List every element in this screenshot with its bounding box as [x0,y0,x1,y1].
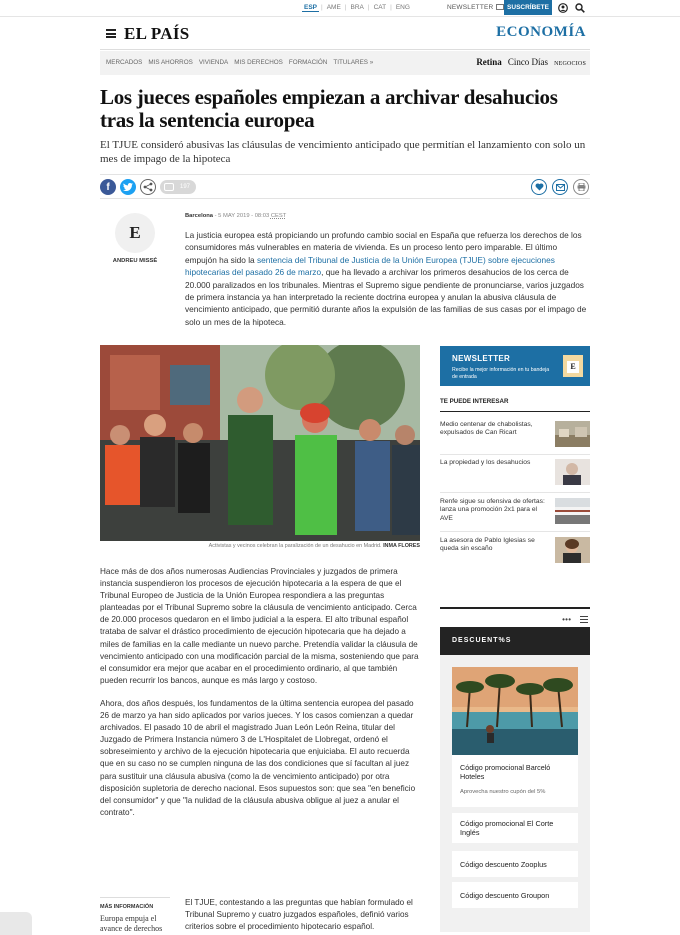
twitter-share-icon[interactable] [120,179,136,195]
related-item[interactable] [440,537,590,567]
subnav-mis-ahorros[interactable]: MIS AHORROS [148,59,193,66]
site-logo[interactable]: EL PAÍS [124,24,190,43]
more-info-box [100,897,170,934]
photo-caption [100,543,420,549]
discount-title: Código descuento Zooplus [460,859,547,869]
discount-card[interactable] [452,851,578,877]
article-lead [185,229,590,328]
newsletter-promo[interactable] [440,346,590,386]
subscribe-button[interactable]: SUSCRÍBETE [504,0,552,15]
print-icon[interactable] [573,179,589,195]
heart-icon[interactable] [531,179,547,195]
subnav-mis-derechos[interactable]: MIS DERECHOS [234,59,283,66]
more-info-label: MÁS INFORMACIÓN [100,904,154,910]
subnav-formacion[interactable]: FORMACIÓN [288,59,328,66]
masthead [100,18,590,50]
discount-card[interactable] [452,813,578,843]
facebook-share-icon[interactable]: f [100,179,116,195]
partner-cincodias-link[interactable]: Cinco Días [507,57,549,67]
discount-widget-toolbar [440,607,590,627]
user-icon[interactable] [558,3,568,13]
top-utility-bar [0,0,680,17]
subnav-mercados[interactable]: MERCADOS [106,59,143,66]
widget-menu-icon[interactable] [580,616,588,625]
related-item-title: La asesora de Pablo Iglesias se queda sin escaño [440,537,535,553]
edition-cat[interactable]: CAT [373,4,387,11]
photo-credit: INMA FLORES [383,543,420,549]
article-headline: Los jueces españoles empiezan a archivar desahucios tras la sentencia europea [100,85,558,132]
share-bar [100,174,590,199]
partner-retina-link[interactable]: Retina [476,57,502,67]
discount-title: Código promocional El Corte Inglés [460,819,554,837]
envelope-icon [563,355,583,377]
discount-card[interactable] [452,667,578,807]
article-date: - 5 MAY 2019 - 08:03 [213,213,271,219]
newsletter-link[interactable] [447,4,504,11]
comments-button[interactable] [160,180,196,194]
related-title: TE PUEDE INTERESAR [440,398,590,412]
related-thumbnail [555,537,590,563]
author-avatar[interactable]: E [115,213,155,253]
section-subnav [100,51,590,75]
related-thumbnail [555,459,590,485]
envelope-letter: E [567,361,579,373]
discounts-widget [440,627,590,932]
protest-photo-illustration [100,345,420,541]
related-item[interactable] [440,421,590,455]
article-byline [185,213,286,219]
newsletter-promo-desc: Recibe la mejor información en tu bandeja de entrada [452,367,550,380]
subnav-titulares[interactable]: TITULARES » [333,59,374,66]
discount-title: Código promocional Barceló Hoteles [460,763,551,781]
edition-ame[interactable]: AME [326,4,341,11]
lead-text-end: , que ha llevado a archivar los primeros desahucios de los cerca de 20.000 paralizados en los tribunales. Mientras el Supremo sigue pendiente de pronunciarse, varios juzgados de primera instancia ya han interpretado la reciente doctrina europea y anulan la abusiva cláusula de vencimiento anticipado, que permitió durante años la expulsión de las familias de sus casas por el impago de solo un mes de la hipoteca. [185,267,587,327]
discount-note: Aprovecha nuestro cupón del 5% [460,789,546,795]
search-icon[interactable] [575,3,585,13]
discount-image [452,667,578,755]
body-paragraph: Ahora, dos años después, los fundamentos de la última sentencia europea del pasado 26 de marzo ya han sido aplicados por varios jueces. Y los casos comienzan a quedar archivados. El pasado 10 de abril el magistrado Juan León León Reina, titular del Juzgado de Primera Instancia número 3 de L'Hospitalet de Llobregat, ordenó el sobreseimiento y archivo de la ejecución hipotecaria que enjuiciaba. El auto recuerda que en su caso no se cumplen ninguna de las dos condiciones que sí facultan al juez para sustituir una cláusula abusiva (como la de vencimiento anticipado) por otra disposición supletoria de derecho nacional. Esos supuestos son: que sea "en beneficio del consumidor" y que "la nulidad de la cláusula abusiva obligue al juez a anular el contrato". [100,698,416,817]
article-photo[interactable] [100,345,420,541]
body-paragraph: El TJUE, contestando a las preguntas que habían formulado el Tribunal Supremo y cuatro juzgados españoles, definió varios criterios sobre el procedimiento hipotecario español. [185,898,413,932]
feedback-tab[interactable] [0,912,32,935]
edition-eng[interactable]: ENG [395,4,410,11]
edition-esp[interactable]: ESP [304,4,318,11]
related-item-title: La propiedad y los desahucios [440,459,531,466]
related-thumbnail [555,421,590,447]
article-subtitle: El TJUE consideró abusivas las cláusulas de vencimiento anticipado que permitían el lanzamiento con solo un mes de impago de la hipoteca [100,139,586,165]
menu-icon[interactable] [106,29,116,38]
related-item[interactable] [440,498,590,532]
comments-count: 197 [179,184,190,190]
more-options-icon[interactable]: • • • [562,615,570,624]
discount-title: Código descuento Groupon [460,890,550,900]
tjue-sentence-link[interactable]: sentencia del Tribunal de Justicia de la Unión Europea (TJUE) sobre ejecuciones hipotecarias del pasado 26 de marzo [185,254,555,278]
discounts-title: DESCUENT%S [440,627,590,655]
article-body [100,566,422,830]
more-info-link[interactable]: Europa empuja el avance de derechos [100,914,163,933]
related-item-title: Medio centenar de chabolistas, expulsados de Can Ricart [440,421,533,437]
related-thumbnail [555,498,590,524]
related-item-title: Renfe sigue su ofensiva de ofertas: lanza una promoción 2x1 para el AVE [440,498,545,522]
author-name[interactable]: ANDREU MISSÉ [112,258,158,264]
caption-text: Activistas y vecinos celebran la paralización de un desahucio en Madrid. [208,543,384,549]
lead-text-start: La justicia europea está propiciando un profundo cambio social en España que refuerza los derechos de los consumidores más vulnerables en materia de vivienda. Es un proceso lento pero imparable. El último empujón ha sido la [185,230,582,265]
discount-card[interactable] [452,882,578,908]
subnav-vivienda[interactable]: VIVIENDA [198,59,229,66]
article-location: Barcelona [185,213,214,219]
section-title[interactable]: ECONOMÍA [496,24,586,40]
article-timezone: CEST [270,213,287,219]
edition-bra[interactable]: BRA [350,4,364,11]
newsletter-promo-title: NEWSLETTER [452,354,511,363]
email-share-icon[interactable] [552,179,568,195]
edition-selector: ESP | AME | BRA | CAT | ENG [304,4,410,11]
comment-icon [164,183,174,191]
share-icon[interactable] [140,179,156,195]
newsletter-link-label: NEWSLETTER [447,4,494,11]
body-paragraph: Hace más de dos años numerosas Audiencias Provinciales y juzgados de primera instancia suspendieron los procesos de ejecución hipotecaria a la espera de que el Tribunal Europeo de Justicia de la Unión Europea respondiera a las preguntas planteadas por el Tribunal Supremo sobre la cláusula de vencimiento anticipado. Cerca de 20.000 procesos quedaron en el limbo judicial a la espera. El alto tribunal español trataba de salvar el drástico procedimiento de ejecución hipotecaria que ha dejado a miles de familias en la calle mediante un nuevo parche. Pretendía validar la cláusula de vencimiento anticipado con una modificación parcial de la misma, sosteniendo que para el consumidor era mejor que acabar en el procedimiento ordinario, al que también pueden recurrir los bancos, aunque es más largo y costoso. [100,567,419,685]
related-item[interactable] [440,459,590,493]
partner-negocios-link[interactable]: NEGOCIOS [554,61,586,67]
